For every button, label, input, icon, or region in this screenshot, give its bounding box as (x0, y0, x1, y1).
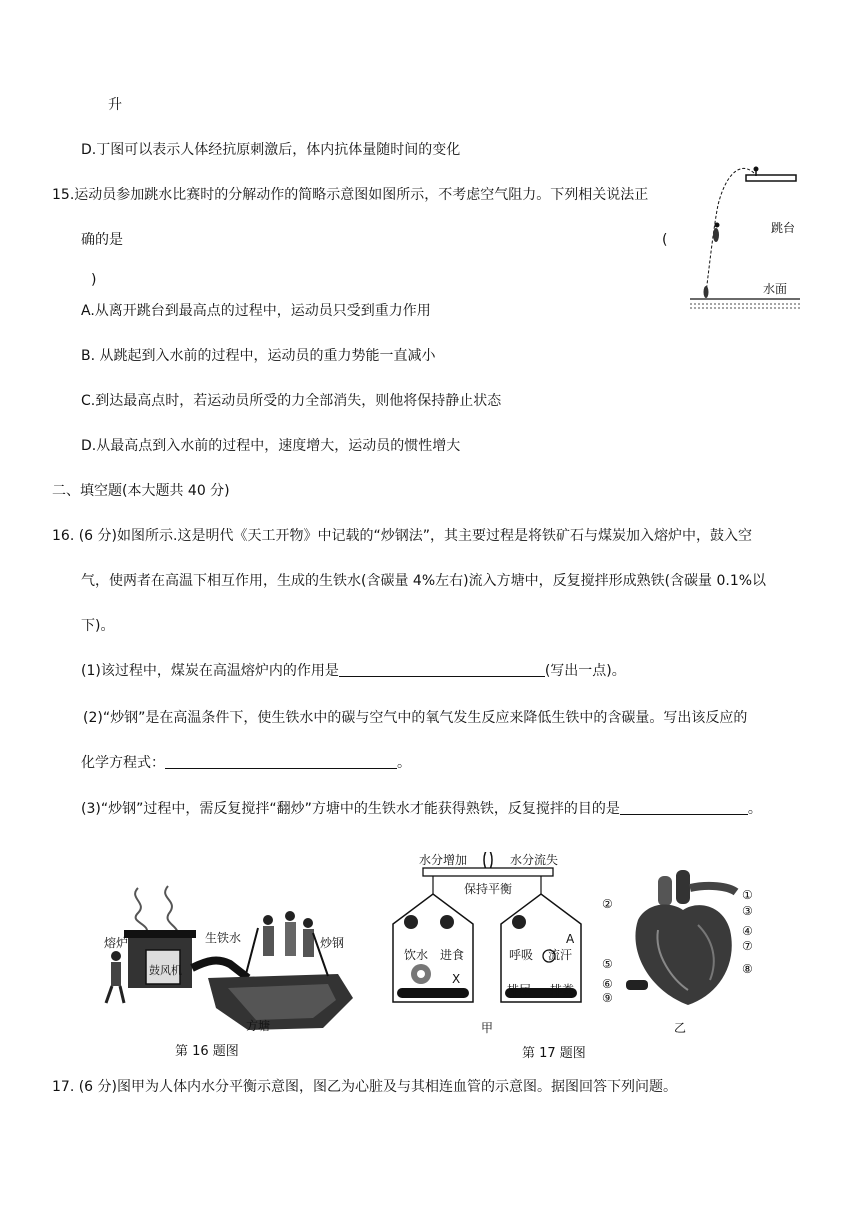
fig16-furnace-label: 熔炉 (104, 936, 129, 950)
fig17-gain-label: 水分增加 (419, 853, 468, 867)
q16-sub2-line2 (81, 754, 411, 772)
q16-sub2-tail: 。 (397, 755, 411, 771)
fig16-illustration (98, 878, 358, 1038)
q16-sub1-blank[interactable] (339, 662, 545, 677)
heart-label-8: ⑧ (742, 962, 753, 976)
fig17-caption: 第 17 题图 (522, 1046, 586, 1061)
heart-label-7: ⑦ (742, 939, 753, 953)
heart-label-3: ③ (742, 904, 753, 918)
platform-label: 跳台 (771, 221, 796, 235)
fig17-breathe-label: 呼吸 (509, 948, 534, 962)
fig17-feces-label: 排粪 (550, 983, 575, 997)
fig16-stir-label: 炒钢 (320, 936, 345, 950)
q16-sub3-blank[interactable] (620, 800, 748, 815)
fig16-box-label: 鼓风机 (149, 964, 182, 977)
q16-sub2-blank[interactable] (165, 754, 397, 769)
q16-stem-line2: 气，使两者在高温下相互作用，生成的生铁水(含碳量 4%左右)流入方塘中，反复搅拌形成熟铁(含碳量 0.1%以 (81, 573, 767, 589)
option-d-prev: D.丁图可以表示人体经抗原刺激后，体内抗体量随时间的变化 (81, 142, 461, 158)
fig17-eat-label: 进食 (440, 948, 465, 962)
diving-figure (686, 165, 806, 315)
q15-stem-line1: 15.运动员参加跳水比赛时的分解动作的简略示意图如图所示，不考虑空气阻力。下列相关说法正 (52, 187, 649, 203)
q17-stem-line1: 17. (6 分)图甲为人体内水分平衡示意图，图乙为心脏及与其相连血管的示意图。据图回答下列问题。 (52, 1079, 677, 1095)
heart-label-9: ⑨ (602, 991, 613, 1005)
q16-sub1-text: (1)该过程中，煤炭在高温熔炉内的作用是 (81, 663, 339, 679)
q16-sub2-label: 化学方程式： (81, 755, 165, 771)
q16-sub1-tail: (写出一点)。 (544, 663, 626, 679)
q16-sub3-text: (3)“炒钢”过程中，需反复搅拌“翻炒”方塘中的生铁水才能获得熟铁，反复搅拌的目的是 (81, 801, 620, 817)
fig17-sweat-label: 流汗 (548, 948, 573, 962)
fig17-loss-label: 水分流失 (510, 853, 559, 867)
heart-diagram (618, 870, 748, 1010)
fig17-balance-label: 保持平衡 (464, 882, 513, 896)
heart-label-6: ⑥ (602, 977, 613, 991)
q16-stem-line3: 下)。 (81, 618, 115, 634)
fig16-iron-water-label: 生铁水 (205, 931, 242, 945)
q16-sub1 (81, 662, 626, 680)
fig17-x-label: X (452, 972, 461, 986)
heart-label-4: ④ (742, 924, 753, 938)
q16-sub3 (81, 800, 762, 818)
q16-sub2-line1: (2)“炒钢”是在高温条件下，使生铁水中的碳与空气中的氧气发生反应来降低生铁中的含碳量。写出该反应的 (83, 710, 748, 726)
q15-paren-close: ) (91, 272, 97, 288)
fig17-drink-label: 饮水 (404, 948, 429, 962)
fig17-a-label: A (566, 932, 575, 946)
heart-label-1: ① (742, 888, 753, 902)
q16-sub3-tail: 。 (747, 801, 762, 817)
fig16-pond-label: 方塘 (246, 1019, 271, 1033)
heart-label-5: ⑤ (602, 957, 613, 971)
q15-paren-open: ( (662, 232, 668, 248)
water-label: 水面 (763, 282, 788, 296)
text-continuation: 升 (108, 97, 122, 113)
fig17-urine-label: 排尿 (507, 983, 532, 997)
q15-option-d: D.从最高点到入水前的过程中，速度增大，运动员的惯性增大 (81, 438, 461, 454)
q15-option-c: C.到达最高点时，若运动员所受的力全部消失，则他将保持静止状态 (81, 393, 502, 409)
q15-stem-line2: 确的是 (81, 232, 123, 248)
section-title: 二、填空题(本大题共 40 分) (52, 483, 230, 499)
fig17-jia-label: 甲 (481, 1021, 494, 1035)
q16-stem-line1: 16. (6 分)如图所示.这是明代《天工开物》中记载的“炒钢法”，其主要过程是将铁矿石与煤炭加入熔炉中，鼓入空 (52, 528, 752, 544)
q15-option-a: A.从离开跳台到最高点的过程中，运动员只受到重力作用 (81, 303, 431, 319)
q15-option-b: B. 从跳起到入水前的过程中，运动员的重力势能一直减小 (81, 348, 436, 364)
heart-label-2: ② (602, 897, 613, 911)
fig16-caption: 第 16 题图 (175, 1044, 239, 1059)
fig17-yi-label: 乙 (674, 1021, 687, 1035)
